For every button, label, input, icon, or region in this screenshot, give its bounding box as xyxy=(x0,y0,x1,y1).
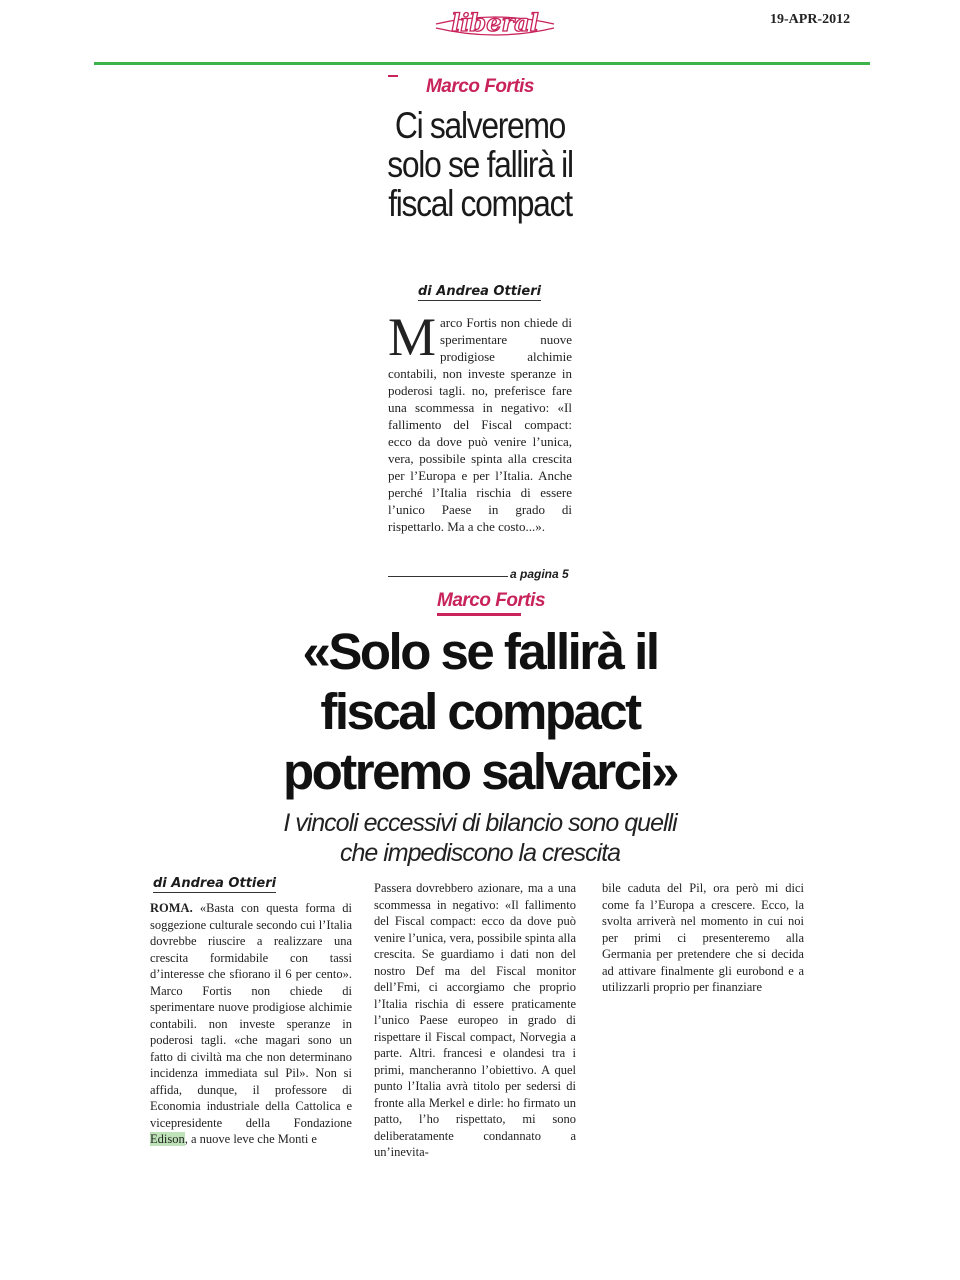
front-kicker: Marco Fortis xyxy=(425,76,535,97)
publication-date: 19-APR-2012 xyxy=(770,12,851,27)
front-headline: Ci salveremo solo se fallirà il fiscal compact xyxy=(387,105,573,224)
article-byline: di Andrea Ottieri xyxy=(153,876,277,891)
jump-link[interactable]: a pagina 5 xyxy=(510,567,569,581)
article-column-2: Passera dovrebbero azionare, ma a una scommessa in negativo: «Il fallimento del Fiscal compact: ecco da dove può venire l’unica, vera, possibile spinta alla crescita. Se guardiamo i dati non del nostro Def ma del Fiscal monitor dell’Fmi, ci accorgiamo che proprio l’Italia rischia di essere praticamente l’unico Paese europeo in grado di rispettare il Fiscal compact, Norvegia a parte. Altri. francesi e olandesi tra i primi, mancheranno l’obiettivo. A quel punto l’Italia avrà titolo per sedersi di fronte alla Merkel e dirle: ho firmato un patto, l’ho rispettato, mi sono deliberatamente condannato a un’inevita- xyxy=(374,881,576,1159)
article-headline: «Solo se fallirà il fiscal compact potremo salvarci» xyxy=(282,623,678,800)
front-lead xyxy=(388,307,572,535)
header-divider xyxy=(94,62,870,65)
masthead-logo xyxy=(430,2,560,42)
jump-rule xyxy=(388,576,508,577)
article-kicker: Marco Fortis xyxy=(437,590,546,611)
kicker-underline xyxy=(437,613,521,616)
article-column-1 xyxy=(150,900,352,1148)
column-1-tail: , a nuove leve che Monti e xyxy=(184,1132,317,1146)
drop-cap: M xyxy=(388,307,437,367)
front-lead-text: arco Fortis non chiede di sperimentare nuove prodigiose alchimie contabili, non investe speranze in poderosi tagli. no, preferisce fare una scommessa in negativo: «Il fallimento del Fiscal compact: ecco da dove può venire l’unica, vera, possibile spinta alla crescita per l’Europa e per l’Italia. Anche perché l’Italia rischia di essere l’unico Paese in grado di rispettarlo. Ma a che costo...». xyxy=(388,315,572,534)
article-column-3: bile caduta del Pil, ora però mi dici come fa l’Europa a crescere. Ecco, la svolta arriverà nel momento in cui noi per primi ci presenteremo alla Germania per pretendere che si decida ad attivare finalmente gli eurobond e a utilizzarli proprio per finanziare xyxy=(602,881,804,994)
dateline: ROMA. xyxy=(150,901,193,915)
article-subhead: I vincoli eccessivi di bilancio sono quelli che impediscono la crescita xyxy=(283,809,677,867)
highlighted-term: Edison xyxy=(150,1132,185,1146)
column-1-text: «Basta con questa forma di soggezione culturale secondo cui l’Italia dovrebbe riuscire a realizzare una crescita formidabile con tassi d’interesse che sfiorano il 6 per cento». Marco Fortis non chiede di sperimentare nuove prodigiose alchimie contabili. non investe speranze in poderosi tagli. «che magari sono un fatto di civiltà ma che non determinano incidenza immediata sul Pil». Non si affida, dunque, il professore di Economia industriale della Cattolica e vicepresidente della Fondazione xyxy=(150,901,353,1130)
front-byline: di Andrea Ottieri xyxy=(418,284,542,299)
svg-text:liberal: liberal xyxy=(451,8,539,37)
